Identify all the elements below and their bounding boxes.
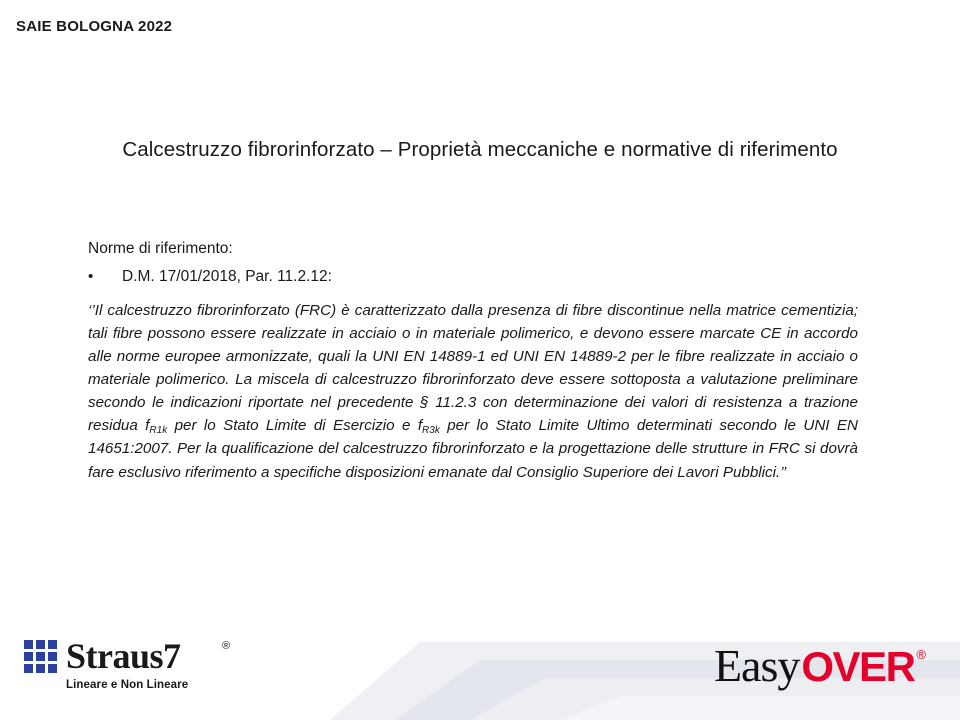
easyover-over-wordmark: OVER (801, 643, 915, 690)
quote-segment-2: per lo Stato Limite di Esercizio e f (167, 417, 423, 435)
easyover-easy-wordmark: Easy (713, 640, 800, 691)
bullet-item-label: D.M. 17/01/2018, Par. 11.2.12: (122, 268, 332, 285)
bullet-marker-icon: • (88, 268, 94, 285)
intro-label: Norme di riferimento: (88, 240, 233, 257)
slide-header-title: SAIE BOLOGNA 2022 (16, 18, 173, 35)
straus7-tagline: Lineare e Non Lineare (66, 679, 189, 691)
straus7-logo (24, 634, 244, 702)
straus7-wordmark: Straus7 (66, 636, 181, 676)
quotation-paragraph (88, 299, 858, 484)
quote-segment-1: ‘’Il calcestruzzo fibrorinforzato (FRC) è caratterizzato dalla presenza di fibre discontinue nella matrice cementizia; tali fibre possono essere realizzate in acciaio o in materiale polimerico, e devono essere marcate CE in accordo alle norme europee armonizzate, quali la UNI EN 14889-1 ed UNI EN 14889-2 per le fibre realizzate in acciaio o materiale polimerico. La miscela di calcestruzzo fibrorinforzato deve essere sottoposta a valutazione preliminare secondo le indicazioni riportate nel precedente § 11.2.3 con determinazione dei valori di resistenza a trazione residua f (88, 301, 858, 435)
quote-segment-3: per lo Stato Limite Ultimo determinati secondo le UNI EN 14651:2007. Per la qualificazione del calcestruzzo fibrorinforzato e la progettazione delle strutture in FRC si dovrà fare esclusivo riferimento a specifiche disposizioni emanate dal Consiglio Superiore dei Lavori Pubblici.’’ (88, 417, 858, 481)
straus7-grid-icon (24, 640, 58, 674)
page-title: Calcestruzzo fibrorinforzato – Proprietà meccaniche e normative di riferimento (122, 138, 838, 161)
quote-subscript-fr3k: R3k (422, 425, 440, 437)
easyover-registered-mark: ® (916, 647, 926, 662)
easyover-logo (714, 642, 924, 698)
quote-subscript-fr1k: R1k (149, 425, 168, 437)
slide-body (88, 240, 878, 484)
list-item (88, 267, 878, 288)
straus7-registered-mark: ® (222, 640, 231, 652)
